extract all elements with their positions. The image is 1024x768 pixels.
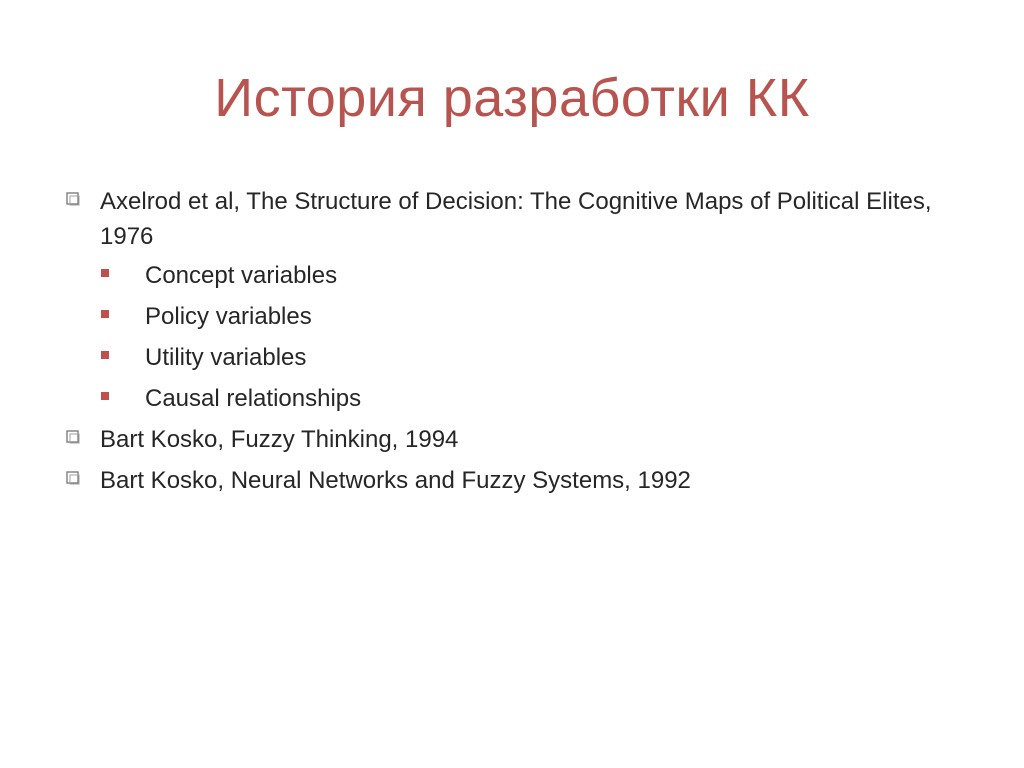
square-bullet-icon: [101, 310, 109, 318]
sub-bullet-text: Causal relationships: [145, 385, 362, 412]
slide-title: История разработки КК: [214, 68, 810, 128]
sub-bullet-item: [100, 340, 962, 375]
bullet-text: Bart Kosko, Neural Networks and Fuzzy Systems, 1992: [100, 467, 691, 494]
bullet-item: [62, 463, 962, 498]
square-bullet-icon: [101, 351, 109, 359]
sub-bullet-item: [100, 299, 962, 334]
sub-bullet-text: Concept variables: [145, 262, 338, 289]
sub-bullet-text: Policy variables: [145, 303, 312, 330]
sub-bullet-text: Utility variables: [145, 344, 307, 371]
bullet-item: [62, 422, 962, 457]
bullet-list: [62, 184, 962, 504]
sub-bullet-item: [100, 381, 962, 416]
bullet-text: Bart Kosko, Fuzzy Thinking, 1994: [100, 426, 459, 453]
hollow-square-bullet-icon: [66, 430, 80, 444]
sub-bullet-list: [100, 258, 962, 416]
bullet-item: [62, 184, 962, 416]
hollow-square-bullet-icon: [66, 192, 80, 206]
bullet-text: Axelrod et al, The Structure of Decision: The Cognitive Maps of Political Elites, 1976: [100, 188, 932, 250]
square-bullet-icon: [101, 392, 109, 400]
square-bullet-icon: [101, 269, 109, 277]
hollow-square-bullet-icon: [66, 471, 80, 485]
sub-bullet-item: [100, 258, 962, 293]
